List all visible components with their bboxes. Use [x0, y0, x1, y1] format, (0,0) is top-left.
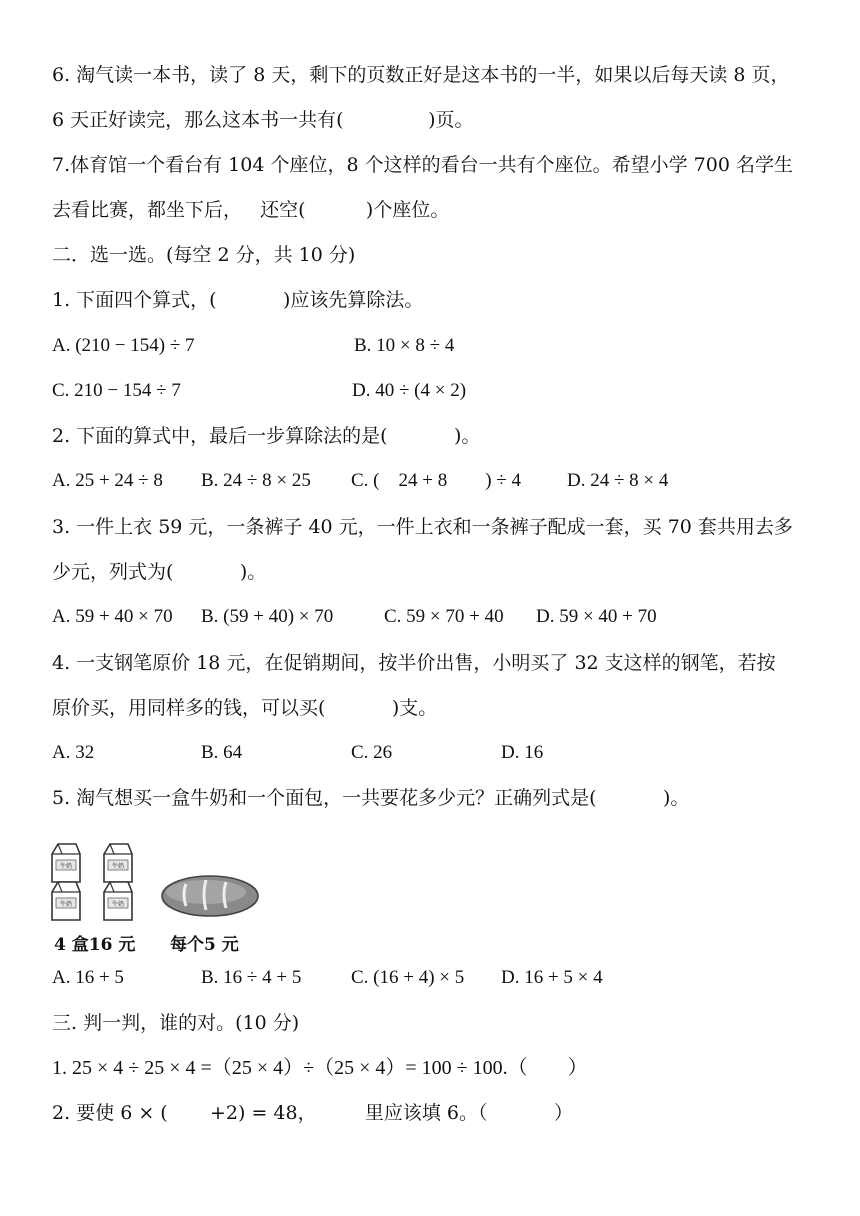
bread-price-caption: 每个5 元 — [170, 935, 239, 955]
milk-price-caption: 4 盒16 元 — [54, 935, 136, 955]
q6-line-2: 6 天正好读完，那么这本书一共有( )页。 — [52, 109, 474, 131]
q2-4-option-d: D. 16 — [501, 742, 544, 763]
q2-2-stem: 2. 下面的算式中，最后一步算除法的是( )。 — [52, 425, 481, 447]
q2-5-option-a: A. 16 + 5 — [52, 967, 124, 988]
milk-label: 牛奶 — [111, 863, 125, 870]
q2-4-stem-2: 原价买，用同样多的钱，可以买( )支。 — [52, 697, 438, 719]
q2-4-option-a: A. 32 — [52, 742, 95, 763]
q2-3-option-c: C. 59 × 70 + 40 — [384, 606, 504, 627]
q2-5-figure — [48, 838, 278, 958]
q2-2-option-d: D. 24 ÷ 8 × 4 — [567, 470, 669, 491]
q2-2-option-a: A. 25 + 24 ÷ 8 — [52, 470, 163, 491]
milk-label: 牛奶 — [111, 901, 125, 908]
milk-carton-icon — [52, 844, 132, 920]
bread-icon — [162, 876, 258, 916]
q2-4-option-b: B. 64 — [201, 742, 243, 763]
q2-3-option-b: B. (59 + 40) × 70 — [201, 606, 334, 627]
q2-3-option-a: A. 59 + 40 × 70 — [52, 606, 173, 627]
q2-5-option-c: C. (16 + 4) × 5 — [351, 967, 465, 988]
q3-1: 1. 25 × 4 ÷ 25 × 4 =（25 × 4）÷（25 × 4）= 100 ÷ 100.（ ） — [52, 1057, 588, 1079]
q2-4-stem-1: 4. 一支钢笔原价 18 元，在促销期间，按半价出售，小明买了 32 支这样的钢笔，若按 — [52, 652, 776, 674]
section-2-heading: 二．选一选。(每空 2 分，共 10 分) — [52, 244, 356, 266]
q2-2-option-b: B. 24 ÷ 8 × 25 — [201, 470, 311, 491]
q2-3-option-d: D. 59 × 40 + 70 — [536, 606, 657, 627]
q2-4-option-c: C. 26 — [351, 742, 393, 763]
milk-label: 牛奶 — [59, 863, 73, 870]
q7-line-2: 去看比赛，都坐下后， 还空( )个座位。 — [52, 199, 450, 221]
q2-1-option-d: D. 40 ÷ (4 × 2) — [352, 380, 467, 401]
q3-2: 2. 要使 6 × ( +2) = 48， 里应该填 6。（ ） — [52, 1102, 573, 1124]
q2-2-option-c: C. ( 24 + 8 ) ÷ 4 — [351, 470, 521, 491]
section-3-heading: 三. 判一判，谁的对。(10 分) — [52, 1012, 300, 1034]
q2-5-option-b: B. 16 ÷ 4 + 5 — [201, 967, 302, 988]
q2-5-stem: 5. 淘气想买一盒牛奶和一个面包，一共要花多少元？正确列式是( )。 — [52, 787, 690, 809]
milk-label: 牛奶 — [59, 901, 73, 908]
q2-1-stem: 1. 下面四个算式，( )应该先算除法。 — [52, 289, 424, 311]
q2-1-option-c: C. 210 − 154 ÷ 7 — [52, 380, 181, 401]
q2-1-option-b: B. 10 × 8 ÷ 4 — [354, 335, 455, 356]
q7-line-1: 7.体育馆一个看台有 104 个座位，8 个这样的看台一共有个座位。希望小学 700 名学生 — [52, 154, 793, 176]
q2-5-option-d: D. 16 + 5 × 4 — [501, 967, 603, 988]
q2-3-stem-2: 少元，列式为( )。 — [52, 561, 267, 583]
q6-line-1: 6. 淘气读一本书，读了 8 天，剩下的页数正好是这本书的一半，如果以后每天读 8 页， — [52, 64, 790, 86]
q2-3-stem-1: 3. 一件上衣 59 元，一条裤子 40 元，一件上衣和一条裤子配成一套，买 70 套共用去多 — [52, 516, 793, 538]
q2-1-option-a: A. (210 − 154) ÷ 7 — [52, 335, 195, 356]
milk-and-bread-illustration — [48, 838, 278, 934]
